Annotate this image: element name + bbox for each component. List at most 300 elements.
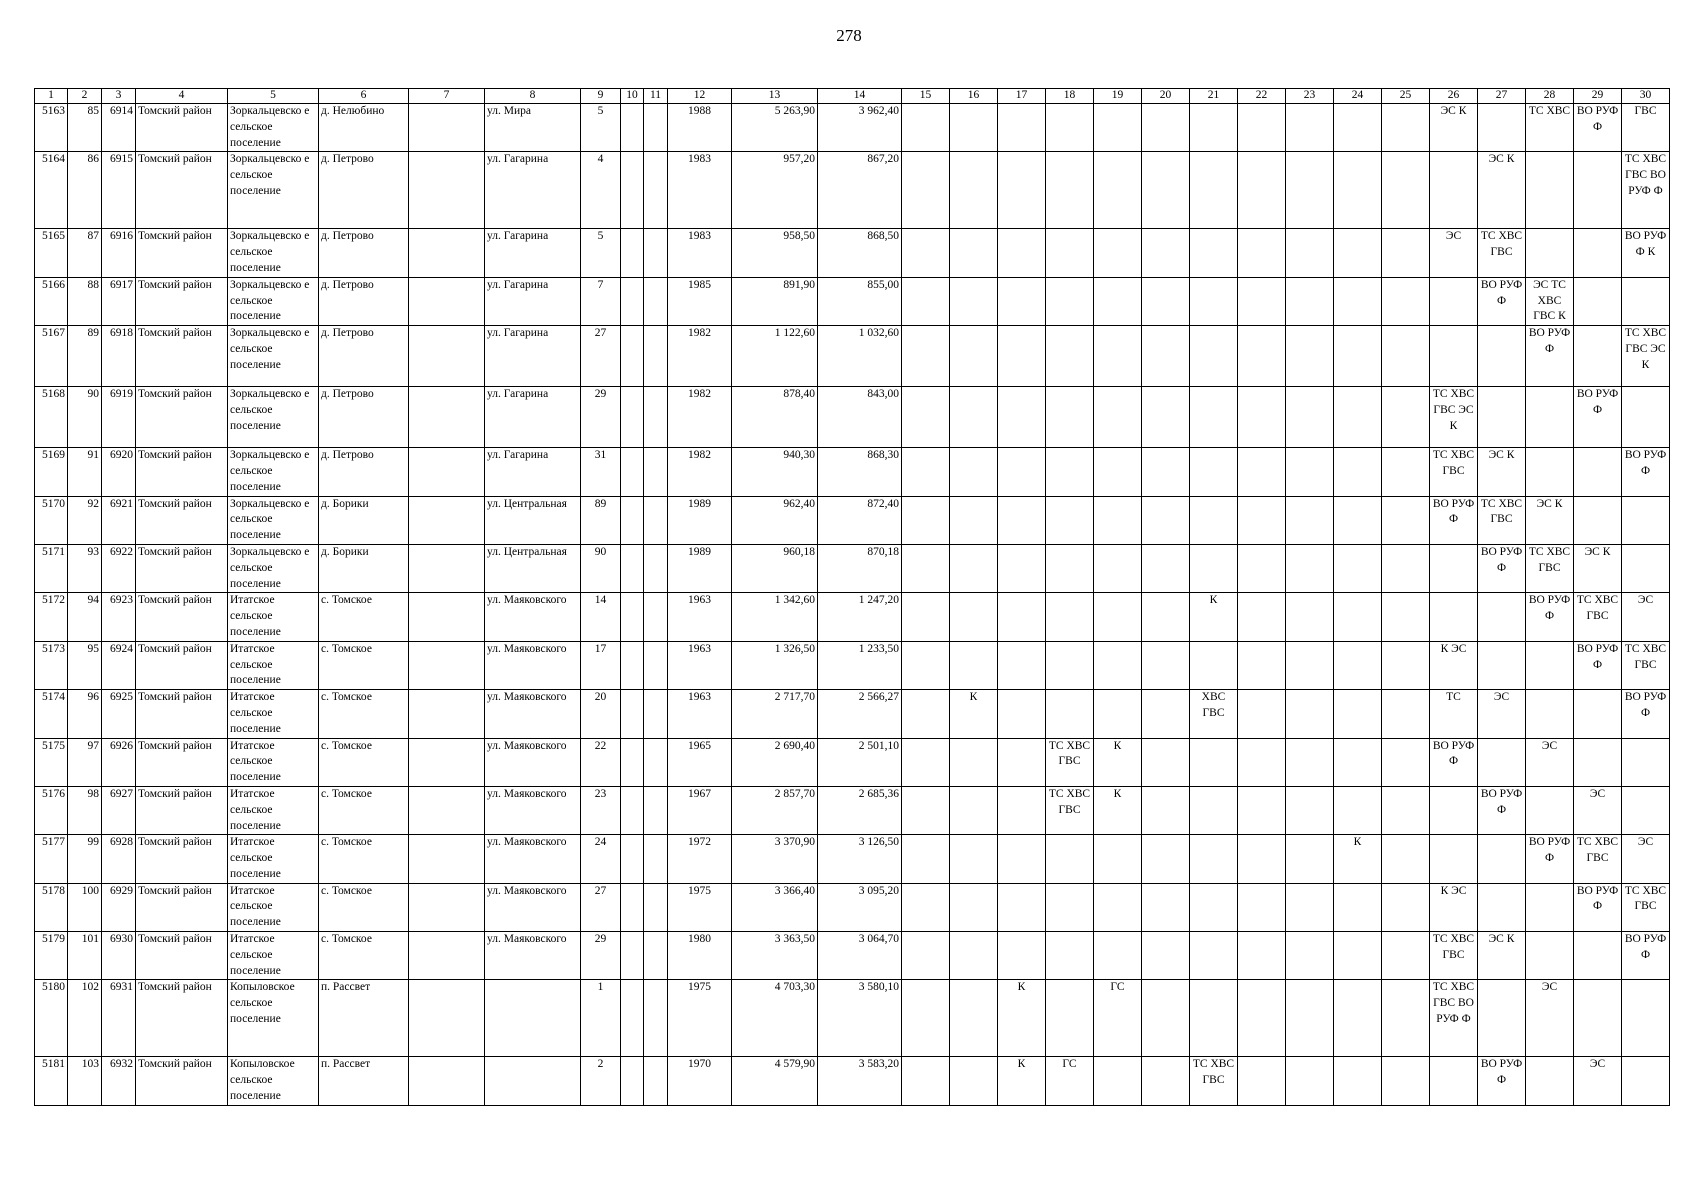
cell-col-11 <box>644 496 668 544</box>
cell-col-15 <box>902 229 950 277</box>
cell-col-17: К <box>998 1057 1046 1105</box>
cell-col-21 <box>1190 104 1238 152</box>
column-header-2: 2 <box>68 89 102 104</box>
cell-col-15 <box>902 448 950 496</box>
cell-col-9: 22 <box>581 738 621 786</box>
cell-col-25 <box>1382 277 1430 325</box>
cell-col-11 <box>644 690 668 738</box>
cell-col-3: 6925 <box>102 690 136 738</box>
cell-col-19: К <box>1094 786 1142 834</box>
cell-col-27 <box>1478 738 1526 786</box>
cell-col-10 <box>621 544 644 592</box>
cell-col-1: 5172 <box>35 593 68 641</box>
cell-col-9: 27 <box>581 326 621 387</box>
cell-col-7 <box>409 104 485 152</box>
cell-col-25 <box>1382 835 1430 883</box>
cell-col-28: ВО РУФ Ф <box>1526 326 1574 387</box>
cell-col-28: ЭС <box>1526 738 1574 786</box>
cell-col-12: 1965 <box>668 738 732 786</box>
cell-col-10 <box>621 690 644 738</box>
cell-col-1: 5173 <box>35 641 68 689</box>
cell-col-12: 1989 <box>668 496 732 544</box>
cell-col-18 <box>1046 544 1094 592</box>
cell-col-17: К <box>998 980 1046 1057</box>
cell-col-7 <box>409 883 485 931</box>
cell-col-18 <box>1046 593 1094 641</box>
cell-col-11 <box>644 326 668 387</box>
column-header-24: 24 <box>1334 89 1382 104</box>
cell-col-16 <box>950 641 998 689</box>
cell-col-15 <box>902 152 950 229</box>
cell-col-8: ул. Маяковского <box>485 641 581 689</box>
cell-col-22 <box>1238 104 1286 152</box>
cell-col-23 <box>1286 593 1334 641</box>
cell-col-29 <box>1574 326 1622 387</box>
cell-col-20 <box>1142 980 1190 1057</box>
table-row <box>35 883 1670 931</box>
registry-table <box>34 88 1670 1106</box>
cell-col-5: Итатское сельское поселение <box>228 738 319 786</box>
cell-col-26 <box>1430 593 1478 641</box>
cell-col-23 <box>1286 387 1334 448</box>
cell-col-17 <box>998 786 1046 834</box>
column-header-4: 4 <box>136 89 228 104</box>
cell-col-27: ТС ХВС ГВС <box>1478 229 1526 277</box>
cell-col-21 <box>1190 835 1238 883</box>
cell-col-25 <box>1382 593 1430 641</box>
cell-col-7 <box>409 496 485 544</box>
cell-col-10 <box>621 496 644 544</box>
cell-col-19 <box>1094 593 1142 641</box>
cell-col-25 <box>1382 496 1430 544</box>
cell-col-27 <box>1478 387 1526 448</box>
cell-col-8 <box>485 980 581 1057</box>
cell-col-5: Зоркальцевско е сельское поселение <box>228 277 319 325</box>
cell-col-25 <box>1382 786 1430 834</box>
cell-col-19 <box>1094 152 1142 229</box>
cell-col-5: Итатское сельское поселение <box>228 835 319 883</box>
cell-col-13: 4 579,90 <box>732 1057 818 1105</box>
cell-col-20 <box>1142 593 1190 641</box>
cell-col-18 <box>1046 980 1094 1057</box>
cell-col-16 <box>950 835 998 883</box>
cell-col-13: 878,40 <box>732 387 818 448</box>
cell-col-17 <box>998 544 1046 592</box>
cell-col-19 <box>1094 641 1142 689</box>
cell-col-17 <box>998 326 1046 387</box>
cell-col-5: Зоркальцевско е сельское поселение <box>228 544 319 592</box>
cell-col-17 <box>998 593 1046 641</box>
cell-col-14: 1 233,50 <box>818 641 902 689</box>
cell-col-4: Томский район <box>136 326 228 387</box>
cell-col-6: п. Рассвет <box>319 1057 409 1105</box>
cell-col-18 <box>1046 883 1094 931</box>
cell-col-1: 5177 <box>35 835 68 883</box>
cell-col-15 <box>902 690 950 738</box>
cell-col-24 <box>1334 883 1382 931</box>
cell-col-10 <box>621 104 644 152</box>
cell-col-3: 6915 <box>102 152 136 229</box>
table-row <box>35 104 1670 152</box>
table-row <box>35 277 1670 325</box>
column-header-17: 17 <box>998 89 1046 104</box>
cell-col-22 <box>1238 448 1286 496</box>
cell-col-29: ЭС <box>1574 786 1622 834</box>
cell-col-13: 3 370,90 <box>732 835 818 883</box>
cell-col-5: Копыловское сельское поселение <box>228 980 319 1057</box>
cell-col-5: Копыловское сельское поселение <box>228 1057 319 1105</box>
cell-col-30: ВО РУФ Ф <box>1622 690 1670 738</box>
cell-col-10 <box>621 883 644 931</box>
cell-col-10 <box>621 835 644 883</box>
cell-col-18 <box>1046 277 1094 325</box>
cell-col-20 <box>1142 690 1190 738</box>
cell-col-10 <box>621 932 644 980</box>
cell-col-25 <box>1382 152 1430 229</box>
cell-col-16 <box>950 932 998 980</box>
cell-col-6: с. Томское <box>319 641 409 689</box>
cell-col-13: 957,20 <box>732 152 818 229</box>
cell-col-10 <box>621 738 644 786</box>
cell-col-7 <box>409 980 485 1057</box>
cell-col-28: ТС ХВС <box>1526 104 1574 152</box>
cell-col-15 <box>902 738 950 786</box>
column-header-27: 27 <box>1478 89 1526 104</box>
cell-col-8: ул. Гагарина <box>485 152 581 229</box>
cell-col-28: ВО РУФ Ф <box>1526 593 1574 641</box>
cell-col-12: 1963 <box>668 690 732 738</box>
cell-col-17 <box>998 277 1046 325</box>
column-header-25: 25 <box>1382 89 1430 104</box>
cell-col-4: Томский район <box>136 277 228 325</box>
cell-col-13: 2 690,40 <box>732 738 818 786</box>
cell-col-22 <box>1238 690 1286 738</box>
cell-col-10 <box>621 641 644 689</box>
cell-col-1: 5163 <box>35 104 68 152</box>
cell-col-29 <box>1574 690 1622 738</box>
cell-col-7 <box>409 932 485 980</box>
table-body <box>35 104 1670 1106</box>
cell-col-8: ул. Гагарина <box>485 387 581 448</box>
cell-col-15 <box>902 1057 950 1105</box>
cell-col-30 <box>1622 1057 1670 1105</box>
cell-col-5: Итатское сельское поселение <box>228 932 319 980</box>
cell-col-18 <box>1046 229 1094 277</box>
cell-col-21: ТС ХВС ГВС <box>1190 1057 1238 1105</box>
cell-col-13: 1 326,50 <box>732 641 818 689</box>
cell-col-21 <box>1190 883 1238 931</box>
cell-col-19 <box>1094 104 1142 152</box>
cell-col-26: ЭС К <box>1430 104 1478 152</box>
cell-col-1: 5165 <box>35 229 68 277</box>
cell-col-21 <box>1190 738 1238 786</box>
cell-col-18 <box>1046 152 1094 229</box>
cell-col-9: 29 <box>581 932 621 980</box>
table-row <box>35 690 1670 738</box>
cell-col-9: 4 <box>581 152 621 229</box>
cell-col-28 <box>1526 883 1574 931</box>
cell-col-9: 2 <box>581 1057 621 1105</box>
cell-col-26: ТС ХВС ГВС <box>1430 448 1478 496</box>
cell-col-5: Итатское сельское поселение <box>228 883 319 931</box>
cell-col-24 <box>1334 980 1382 1057</box>
cell-col-11 <box>644 448 668 496</box>
cell-col-29 <box>1574 980 1622 1057</box>
cell-col-10 <box>621 152 644 229</box>
cell-col-13: 2 717,70 <box>732 690 818 738</box>
cell-col-30: ТС ХВС ГВС <box>1622 641 1670 689</box>
cell-col-6: д. Петрово <box>319 326 409 387</box>
cell-col-9: 14 <box>581 593 621 641</box>
cell-col-29: ВО РУФ Ф <box>1574 104 1622 152</box>
cell-col-21 <box>1190 544 1238 592</box>
column-header-23: 23 <box>1286 89 1334 104</box>
cell-col-12: 1980 <box>668 932 732 980</box>
cell-col-3: 6930 <box>102 932 136 980</box>
cell-col-22 <box>1238 152 1286 229</box>
cell-col-7 <box>409 448 485 496</box>
cell-col-4: Томский район <box>136 641 228 689</box>
cell-col-6: д. Петрово <box>319 448 409 496</box>
cell-col-11 <box>644 104 668 152</box>
table-row <box>35 835 1670 883</box>
cell-col-5: Итатское сельское поселение <box>228 641 319 689</box>
column-header-18: 18 <box>1046 89 1094 104</box>
column-header-16: 16 <box>950 89 998 104</box>
cell-col-2: 87 <box>68 229 102 277</box>
column-header-14: 14 <box>818 89 902 104</box>
cell-col-5: Зоркальцевско е сельское поселение <box>228 326 319 387</box>
cell-col-21: ХВС ГВС <box>1190 690 1238 738</box>
cell-col-11 <box>644 387 668 448</box>
cell-col-2: 96 <box>68 690 102 738</box>
cell-col-7 <box>409 835 485 883</box>
cell-col-28 <box>1526 229 1574 277</box>
cell-col-27 <box>1478 835 1526 883</box>
cell-col-28 <box>1526 932 1574 980</box>
cell-col-3: 6923 <box>102 593 136 641</box>
cell-col-9: 17 <box>581 641 621 689</box>
cell-col-21 <box>1190 326 1238 387</box>
cell-col-8: ул. Маяковского <box>485 593 581 641</box>
cell-col-12: 1972 <box>668 835 732 883</box>
cell-col-13: 958,50 <box>732 229 818 277</box>
cell-col-23 <box>1286 448 1334 496</box>
cell-col-24 <box>1334 104 1382 152</box>
cell-col-22 <box>1238 593 1286 641</box>
cell-col-23 <box>1286 544 1334 592</box>
cell-col-1: 5180 <box>35 980 68 1057</box>
cell-col-9: 89 <box>581 496 621 544</box>
cell-col-20 <box>1142 835 1190 883</box>
cell-col-15 <box>902 496 950 544</box>
cell-col-13: 5 263,90 <box>732 104 818 152</box>
cell-col-15 <box>902 593 950 641</box>
cell-col-14: 872,40 <box>818 496 902 544</box>
cell-col-1: 5164 <box>35 152 68 229</box>
column-header-3: 3 <box>102 89 136 104</box>
cell-col-25 <box>1382 738 1430 786</box>
cell-col-22 <box>1238 544 1286 592</box>
cell-col-8: ул. Маяковского <box>485 835 581 883</box>
cell-col-10 <box>621 448 644 496</box>
cell-col-12: 1985 <box>668 277 732 325</box>
cell-col-28 <box>1526 448 1574 496</box>
cell-col-15 <box>902 835 950 883</box>
cell-col-19 <box>1094 835 1142 883</box>
cell-col-22 <box>1238 932 1286 980</box>
cell-col-5: Зоркальцевско е сельское поселение <box>228 387 319 448</box>
column-header-28: 28 <box>1526 89 1574 104</box>
cell-col-9: 29 <box>581 387 621 448</box>
cell-col-2: 91 <box>68 448 102 496</box>
cell-col-11 <box>644 786 668 834</box>
cell-col-21 <box>1190 277 1238 325</box>
cell-col-13: 962,40 <box>732 496 818 544</box>
cell-col-5: Итатское сельское поселение <box>228 786 319 834</box>
cell-col-2: 101 <box>68 932 102 980</box>
cell-col-30: ТС ХВС ГВС ЭС К <box>1622 326 1670 387</box>
cell-col-11 <box>644 593 668 641</box>
cell-col-14: 843,00 <box>818 387 902 448</box>
cell-col-24 <box>1334 448 1382 496</box>
cell-col-26: ТС <box>1430 690 1478 738</box>
cell-col-8: ул. Гагарина <box>485 277 581 325</box>
cell-col-20 <box>1142 932 1190 980</box>
cell-col-9: 20 <box>581 690 621 738</box>
cell-col-2: 102 <box>68 980 102 1057</box>
cell-col-9: 31 <box>581 448 621 496</box>
cell-col-17 <box>998 883 1046 931</box>
cell-col-29: ЭС К <box>1574 544 1622 592</box>
cell-col-1: 5171 <box>35 544 68 592</box>
cell-col-14: 870,18 <box>818 544 902 592</box>
column-header-21: 21 <box>1190 89 1238 104</box>
cell-col-21 <box>1190 152 1238 229</box>
cell-col-20 <box>1142 738 1190 786</box>
cell-col-16 <box>950 448 998 496</box>
cell-col-18: ТС ХВС ГВС <box>1046 738 1094 786</box>
cell-col-1: 5181 <box>35 1057 68 1105</box>
cell-col-14: 3 126,50 <box>818 835 902 883</box>
cell-col-21 <box>1190 387 1238 448</box>
cell-col-27 <box>1478 593 1526 641</box>
cell-col-19 <box>1094 277 1142 325</box>
cell-col-26 <box>1430 326 1478 387</box>
cell-col-19 <box>1094 229 1142 277</box>
cell-col-14: 2 501,10 <box>818 738 902 786</box>
cell-col-9: 24 <box>581 835 621 883</box>
cell-col-6: с. Томское <box>319 932 409 980</box>
cell-col-27 <box>1478 883 1526 931</box>
cell-col-20 <box>1142 786 1190 834</box>
cell-col-1: 5175 <box>35 738 68 786</box>
cell-col-12: 1983 <box>668 152 732 229</box>
cell-col-24 <box>1334 738 1382 786</box>
cell-col-18 <box>1046 387 1094 448</box>
cell-col-27: ЭС <box>1478 690 1526 738</box>
cell-col-6: с. Томское <box>319 738 409 786</box>
cell-col-30 <box>1622 387 1670 448</box>
cell-col-10 <box>621 593 644 641</box>
table-row <box>35 448 1670 496</box>
cell-col-15 <box>902 980 950 1057</box>
cell-col-16 <box>950 883 998 931</box>
cell-col-15 <box>902 786 950 834</box>
cell-col-6: д. Петрово <box>319 277 409 325</box>
cell-col-2: 89 <box>68 326 102 387</box>
cell-col-26: К ЭС <box>1430 883 1478 931</box>
cell-col-8: ул. Мира <box>485 104 581 152</box>
cell-col-12: 1982 <box>668 326 732 387</box>
cell-col-27: ЭС К <box>1478 152 1526 229</box>
cell-col-19: ГС <box>1094 980 1142 1057</box>
cell-col-15 <box>902 326 950 387</box>
cell-col-23 <box>1286 980 1334 1057</box>
cell-col-15 <box>902 932 950 980</box>
cell-col-24: К <box>1334 835 1382 883</box>
cell-col-10 <box>621 387 644 448</box>
column-header-20: 20 <box>1142 89 1190 104</box>
cell-col-26 <box>1430 277 1478 325</box>
cell-col-26: ТС ХВС ГВС ЭС К <box>1430 387 1478 448</box>
cell-col-11 <box>644 277 668 325</box>
cell-col-8 <box>485 1057 581 1105</box>
cell-col-21 <box>1190 448 1238 496</box>
cell-col-24 <box>1334 786 1382 834</box>
cell-col-22 <box>1238 641 1286 689</box>
cell-col-3: 6919 <box>102 387 136 448</box>
cell-col-23 <box>1286 690 1334 738</box>
column-header-15: 15 <box>902 89 950 104</box>
cell-col-6: д. Петрово <box>319 152 409 229</box>
cell-col-29: ВО РУФ Ф <box>1574 641 1622 689</box>
cell-col-29 <box>1574 277 1622 325</box>
cell-col-25 <box>1382 641 1430 689</box>
column-header-1: 1 <box>35 89 68 104</box>
cell-col-28 <box>1526 1057 1574 1105</box>
cell-col-21 <box>1190 496 1238 544</box>
cell-col-19 <box>1094 387 1142 448</box>
cell-col-21 <box>1190 229 1238 277</box>
cell-col-13: 3 366,40 <box>732 883 818 931</box>
cell-col-30: ЭС <box>1622 593 1670 641</box>
cell-col-16 <box>950 980 998 1057</box>
cell-col-14: 3 064,70 <box>818 932 902 980</box>
cell-col-1: 5167 <box>35 326 68 387</box>
cell-col-25 <box>1382 883 1430 931</box>
cell-col-24 <box>1334 690 1382 738</box>
cell-col-29 <box>1574 448 1622 496</box>
cell-col-6: п. Рассвет <box>319 980 409 1057</box>
cell-col-9: 1 <box>581 980 621 1057</box>
cell-col-26 <box>1430 786 1478 834</box>
cell-col-4: Томский район <box>136 229 228 277</box>
cell-col-24 <box>1334 277 1382 325</box>
cell-col-3: 6926 <box>102 738 136 786</box>
cell-col-21: К <box>1190 593 1238 641</box>
cell-col-24 <box>1334 326 1382 387</box>
column-header-19: 19 <box>1094 89 1142 104</box>
cell-col-13: 2 857,70 <box>732 786 818 834</box>
cell-col-12: 1988 <box>668 104 732 152</box>
cell-col-27 <box>1478 104 1526 152</box>
cell-col-4: Томский район <box>136 883 228 931</box>
cell-col-23 <box>1286 326 1334 387</box>
cell-col-15 <box>902 883 950 931</box>
cell-col-2: 92 <box>68 496 102 544</box>
cell-col-12: 1967 <box>668 786 732 834</box>
